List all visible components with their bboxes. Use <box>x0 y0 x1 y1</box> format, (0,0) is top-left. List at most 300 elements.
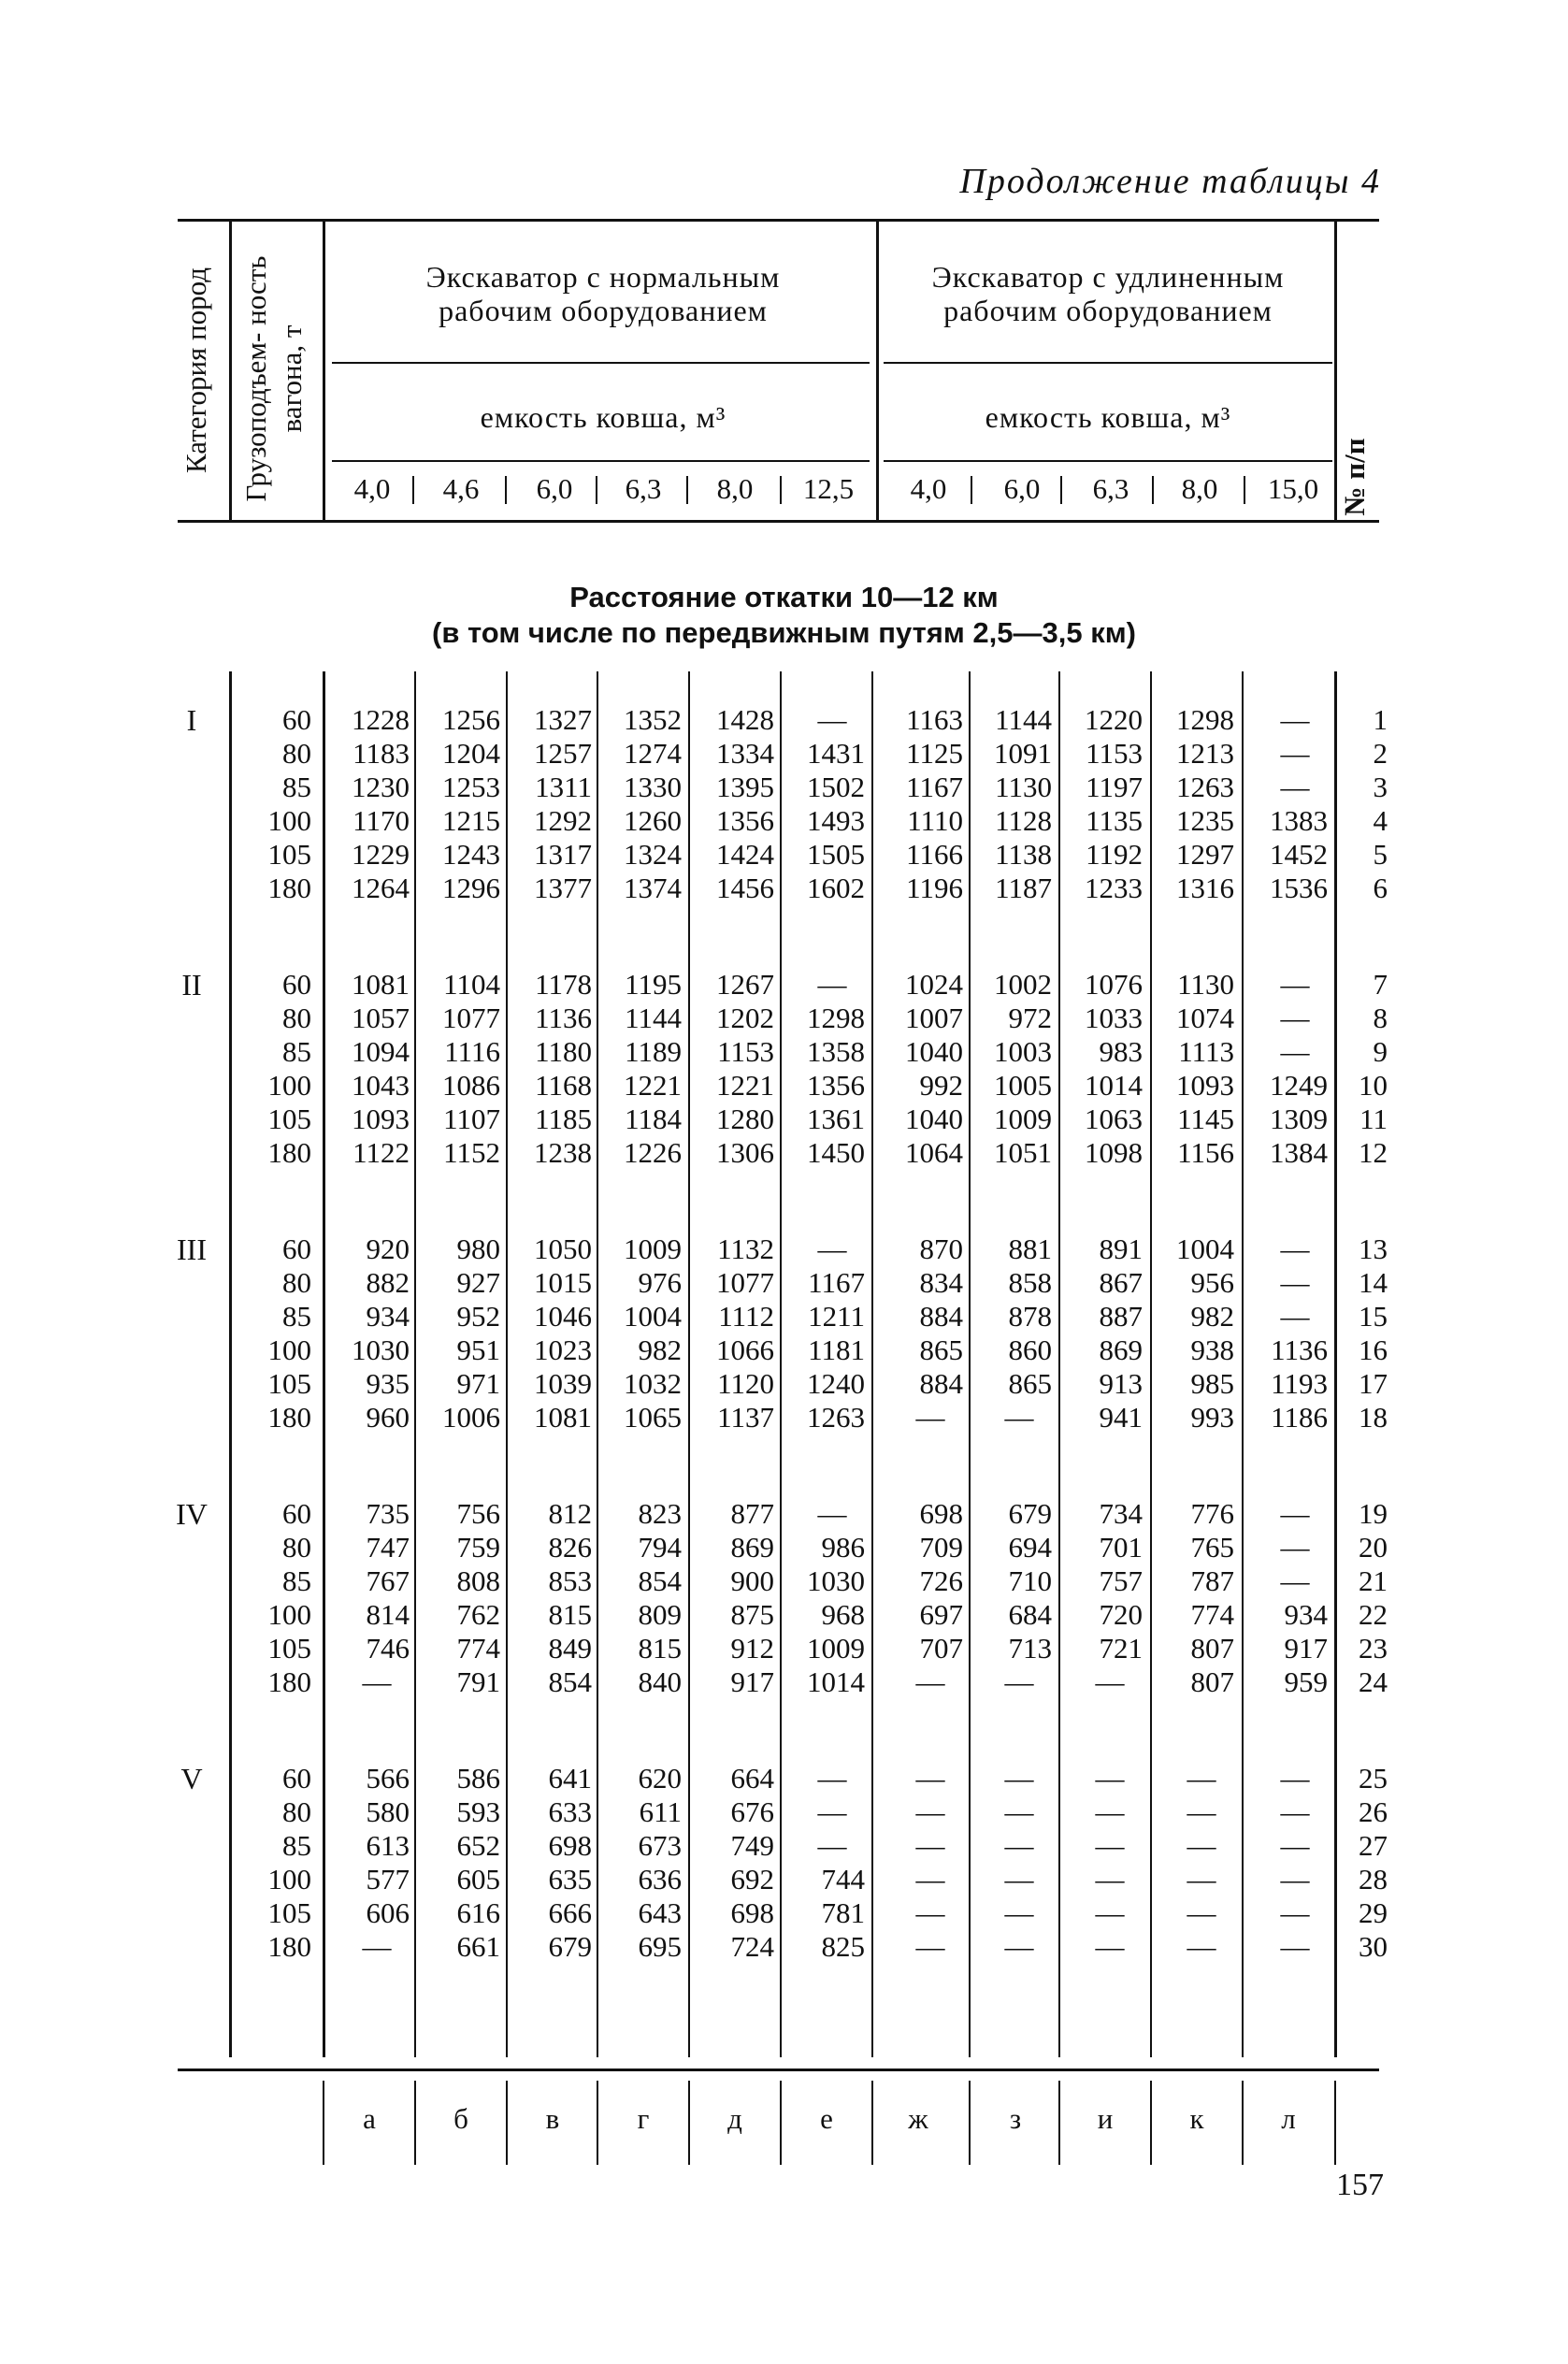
table-cell: 709 <box>919 1531 963 1564</box>
table-cell: 593 <box>456 1795 500 1828</box>
table-cell: 812 <box>548 1497 592 1530</box>
table-cell: — <box>1004 1665 1034 1698</box>
table-cell: 673 <box>638 1829 682 1862</box>
table-cell: — <box>817 1829 847 1862</box>
table-cell: 1221 <box>624 1069 682 1102</box>
table-cell: 1051 <box>994 1136 1052 1169</box>
table-cell: 1309 <box>1270 1103 1328 1135</box>
table-cell: 636 <box>638 1863 682 1896</box>
table-cell: 982 <box>1190 1300 1234 1333</box>
table-cell: 1120 <box>717 1367 774 1400</box>
table-cell: 1065 <box>624 1401 682 1434</box>
table-cell: 580 <box>366 1795 410 1828</box>
table-cell: 1456 <box>716 872 774 904</box>
row-number: 26 <box>1359 1795 1388 1828</box>
table-cell: 1196 <box>906 872 963 904</box>
table-cell: 853 <box>548 1564 592 1597</box>
table-cell: 920 <box>366 1232 410 1265</box>
table-cell: 1153 <box>717 1035 774 1068</box>
table-cell: 1298 <box>807 1002 865 1034</box>
table-cell: 826 <box>548 1531 592 1564</box>
table-cell: 1181 <box>808 1333 865 1366</box>
table-cell: 726 <box>919 1564 963 1597</box>
wagon-capacity-cell: 180 <box>267 1665 311 1698</box>
table-cell: 1178 <box>535 968 592 1001</box>
header-bucket-normal: емкость ковша, м³ <box>480 400 726 434</box>
rock-category: I <box>186 703 197 737</box>
column-letter: к <box>1189 2102 1204 2135</box>
table-cell: 1009 <box>624 1232 682 1265</box>
column-letter: д <box>727 2102 742 2135</box>
table-cell: — <box>1095 1795 1125 1828</box>
table-cell: 698 <box>919 1497 963 1530</box>
table-cell: — <box>817 1497 847 1530</box>
capacity-extended: 6,3 <box>1092 472 1129 505</box>
table-cell: 1081 <box>534 1401 592 1434</box>
row-number: 12 <box>1359 1136 1388 1169</box>
table-cell: 951 <box>456 1333 500 1366</box>
table-cell: 1130 <box>995 771 1052 803</box>
table-cell: 1144 <box>995 703 1052 736</box>
table-cell: 791 <box>456 1665 500 1698</box>
table-cell: 633 <box>548 1795 592 1828</box>
wagon-capacity-cell: 100 <box>267 1598 311 1631</box>
table-cell: 1094 <box>352 1035 410 1068</box>
table-cell: 1125 <box>906 737 963 770</box>
letter-divider <box>1058 2081 1060 2165</box>
table-cell: 643 <box>638 1896 682 1929</box>
column-letter: б <box>453 2102 468 2135</box>
header-bottom-rule <box>178 520 1379 523</box>
table-cell: 1202 <box>716 1002 774 1034</box>
row-number: 6 <box>1373 872 1388 904</box>
table-cell: 713 <box>1008 1632 1052 1665</box>
table-cell: 1107 <box>443 1103 500 1135</box>
table-cell: 697 <box>919 1598 963 1631</box>
table-cell: — <box>1004 1863 1034 1896</box>
row-number: 28 <box>1359 1863 1388 1896</box>
table-cell: 1358 <box>807 1035 865 1068</box>
row-number: 17 <box>1359 1367 1388 1400</box>
table-cell: — <box>1004 1762 1034 1795</box>
column-letter: и <box>1097 2102 1114 2135</box>
table-cell: 762 <box>456 1598 500 1631</box>
table-cell: 992 <box>919 1069 963 1102</box>
row-number: 2 <box>1373 737 1388 770</box>
table-cell: — <box>1280 1896 1310 1929</box>
table-cell: 721 <box>1099 1632 1143 1665</box>
table-cell: 882 <box>366 1266 410 1299</box>
table-cell: — <box>1095 1829 1125 1862</box>
table-cell: 1228 <box>352 703 410 736</box>
table-cell: 867 <box>1099 1266 1143 1299</box>
table-cell: 1077 <box>716 1266 774 1299</box>
table-cell: 1297 <box>1176 838 1234 871</box>
wagon-capacity-cell: 180 <box>267 872 311 904</box>
wagon-capacity-cell: 85 <box>282 1564 311 1597</box>
table-cell: 1306 <box>716 1136 774 1169</box>
table-cell: — <box>817 1762 847 1795</box>
table-cell: 695 <box>638 1930 682 1963</box>
table-cell: 1377 <box>534 872 592 904</box>
row-number: 10 <box>1359 1069 1388 1102</box>
table-cell: 815 <box>638 1632 682 1665</box>
table-cell: 1280 <box>716 1103 774 1135</box>
table-cell: 938 <box>1190 1333 1234 1366</box>
table-cell: — <box>915 1795 945 1828</box>
table-cell: — <box>362 1930 392 1963</box>
table-cell: 1136 <box>535 1002 592 1034</box>
table-cell: — <box>1280 1829 1310 1862</box>
wagon-capacity-cell: 105 <box>267 1103 311 1135</box>
table-cell: 983 <box>1099 1035 1143 1068</box>
table-cell: 641 <box>548 1762 592 1795</box>
wagon-capacity-cell: 180 <box>267 1930 311 1963</box>
table-cell: 746 <box>366 1632 410 1665</box>
table-cell: 1235 <box>1176 804 1234 837</box>
table-cell: 1189 <box>625 1035 682 1068</box>
table-cell: 698 <box>548 1829 592 1862</box>
table-cell: 1046 <box>534 1300 592 1333</box>
rock-category: IV <box>176 1497 208 1531</box>
table-cell: 1260 <box>624 804 682 837</box>
row-number: 27 <box>1359 1829 1388 1862</box>
table-cell: 710 <box>1008 1564 1052 1597</box>
wagon-capacity-cell: 105 <box>267 838 311 871</box>
table-cell: 1238 <box>534 1136 592 1169</box>
table-cell: 652 <box>456 1829 500 1862</box>
table-cell: 1005 <box>994 1069 1052 1102</box>
table-cell: 959 <box>1284 1665 1328 1698</box>
table-cell: 744 <box>821 1863 865 1896</box>
table-cell: — <box>1187 1829 1216 1862</box>
header-category-label: Категория пород <box>180 267 212 474</box>
table-cell: — <box>817 968 847 1001</box>
column-letter: в <box>545 2102 560 2135</box>
rock-category: III <box>177 1232 207 1266</box>
column-letter: л <box>1281 2102 1296 2135</box>
wagon-capacity-cell: 85 <box>282 771 311 803</box>
table-cell: — <box>1280 737 1310 770</box>
table-cell: 1030 <box>807 1564 865 1597</box>
table-cell: 1040 <box>905 1103 963 1135</box>
table-cell: 1204 <box>442 737 500 770</box>
table-cell: 613 <box>366 1829 410 1862</box>
table-cell: 1156 <box>1177 1136 1234 1169</box>
table-cell: 1428 <box>716 703 774 736</box>
header-number-label: № п/п <box>1338 438 1371 516</box>
table-cell: 891 <box>1099 1232 1143 1265</box>
table-cell: 684 <box>1008 1598 1052 1631</box>
table-cell: 1316 <box>1176 872 1234 904</box>
table-cell: 1130 <box>1177 968 1234 1001</box>
table-cell: 1057 <box>352 1002 410 1034</box>
table-cell: — <box>915 1829 945 1862</box>
table-cell: 960 <box>366 1401 410 1434</box>
table-cell: 875 <box>730 1598 774 1631</box>
capacity-normal: 4,0 <box>353 472 391 505</box>
table-cell: 616 <box>456 1896 500 1929</box>
table-cell: 1536 <box>1270 872 1328 904</box>
table-cell: 1076 <box>1085 968 1143 1001</box>
table-cell: 870 <box>919 1232 963 1265</box>
table-cell: 968 <box>821 1598 865 1631</box>
wagon-capacity-cell: 100 <box>267 1069 311 1102</box>
wagon-capacity-cell: 60 <box>282 968 311 1001</box>
table-cell: — <box>1095 1896 1125 1929</box>
table-cell: 1014 <box>807 1665 865 1698</box>
table-cell: 884 <box>919 1367 963 1400</box>
table-cell: 1113 <box>1178 1035 1234 1068</box>
table-bottom-rule <box>178 2068 1379 2071</box>
table-cell: — <box>1280 1863 1310 1896</box>
table-cell: 1167 <box>906 771 963 803</box>
table-cell: — <box>1280 1762 1310 1795</box>
table-cell: 635 <box>548 1863 592 1896</box>
table-cell: 1138 <box>995 838 1052 871</box>
column-letter: а <box>363 2102 376 2135</box>
wagon-capacity-cell: 80 <box>282 1531 311 1564</box>
table-cell: 823 <box>638 1497 682 1530</box>
table-cell: 1317 <box>534 838 592 871</box>
table-cell: 776 <box>1190 1497 1234 1530</box>
row-number: 25 <box>1359 1762 1388 1795</box>
table-cell: 887 <box>1099 1300 1143 1333</box>
capacity-normal: 6,3 <box>625 472 662 505</box>
table-cell: — <box>1280 1930 1310 1963</box>
table-cell: 1274 <box>624 737 682 770</box>
table-cell: 809 <box>638 1598 682 1631</box>
table-cell: 1602 <box>807 872 865 904</box>
table-cell: 1296 <box>442 872 500 904</box>
table-cell: 1033 <box>1085 1002 1143 1034</box>
table-cell: — <box>1004 1795 1034 1828</box>
table-cell: 1135 <box>1086 804 1143 837</box>
table-cell: — <box>1187 1930 1216 1963</box>
wagon-capacity-cell: 60 <box>282 1497 311 1530</box>
table-cell: 692 <box>730 1863 774 1896</box>
header-divider-category <box>229 221 232 520</box>
table-cell: 952 <box>456 1300 500 1333</box>
wagon-capacity-cell: 105 <box>267 1896 311 1929</box>
table-cell: 1153 <box>1086 737 1143 770</box>
table-cell: — <box>1004 1401 1034 1434</box>
table-cell: — <box>1187 1762 1216 1795</box>
column-letter: ж <box>908 2102 928 2135</box>
table-cell: 1077 <box>442 1002 500 1034</box>
row-number: 19 <box>1359 1497 1388 1530</box>
wagon-capacity-cell: 100 <box>267 1863 311 1896</box>
table-cell: — <box>1095 1863 1125 1896</box>
continuation-title: Продолжение таблицы 4 <box>959 162 1381 201</box>
table-cell: 815 <box>548 1598 592 1631</box>
table-cell: — <box>1187 1863 1216 1896</box>
header-divider-groups <box>876 221 879 520</box>
table-cell: — <box>1187 1795 1216 1828</box>
letter-divider <box>780 2081 782 2165</box>
capacity-normal: 8,0 <box>716 472 754 505</box>
table-cell: 1184 <box>625 1103 682 1135</box>
table-cell: — <box>1280 968 1310 1001</box>
table-cell: 749 <box>730 1829 774 1862</box>
wagon-capacity-cell: 105 <box>267 1367 311 1400</box>
wagon-capacity-cell: 85 <box>282 1829 311 1862</box>
header-top-rule <box>178 219 1379 222</box>
table-cell: 1023 <box>534 1333 592 1366</box>
table-cell: 1450 <box>807 1136 865 1169</box>
table-cell: 1361 <box>807 1103 865 1135</box>
table-cell: 1215 <box>442 804 500 837</box>
table-cell: 1185 <box>535 1103 592 1135</box>
table-cell: — <box>915 1401 945 1434</box>
column-letter: е <box>820 2102 833 2135</box>
table-cell: 1263 <box>807 1401 865 1434</box>
table-cell: 854 <box>548 1665 592 1698</box>
table-cell: — <box>1187 1896 1216 1929</box>
header-bucket-extended: емкость ковша, м³ <box>985 400 1231 434</box>
table-cell: 1152 <box>443 1136 500 1169</box>
table-cell: 1091 <box>994 737 1052 770</box>
table-cell: 767 <box>366 1564 410 1597</box>
wagon-capacity-cell: 100 <box>267 1333 311 1366</box>
table-cell: 664 <box>730 1762 774 1795</box>
table-cell: 1032 <box>624 1367 682 1400</box>
letter-divider <box>969 2081 971 2165</box>
table-cell: 781 <box>821 1896 865 1929</box>
table-cell: 1180 <box>535 1035 592 1068</box>
table-cell: 1112 <box>718 1300 774 1333</box>
table-cell: 1183 <box>352 737 410 770</box>
row-number: 30 <box>1359 1930 1388 1963</box>
header-normal-group: Экскаватор с нормальным рабочим оборудованием <box>425 260 781 327</box>
table-cell: 1424 <box>716 838 774 871</box>
table-cell: — <box>1095 1930 1125 1963</box>
table-cell: 1193 <box>1271 1367 1328 1400</box>
table-cell: 913 <box>1099 1367 1143 1400</box>
table-cell: 840 <box>638 1665 682 1698</box>
table-cell: — <box>817 703 847 736</box>
table-cell: 1505 <box>807 838 865 871</box>
table-cell: 1502 <box>807 771 865 803</box>
header-rule-capacity-normal <box>332 460 870 462</box>
page-number: 157 <box>1336 2168 1384 2202</box>
table-cell: 834 <box>919 1266 963 1299</box>
table-cell: 865 <box>919 1333 963 1366</box>
row-number: 8 <box>1373 1002 1388 1034</box>
table-cell: 878 <box>1008 1300 1052 1333</box>
table-cell: 917 <box>730 1665 774 1698</box>
table-cell: 794 <box>638 1531 682 1564</box>
table-cell: 747 <box>366 1531 410 1564</box>
capacity-extended: 15,0 <box>1267 472 1319 505</box>
header-extended-group: Экскаватор с удлиненным рабочим оборудованием <box>931 260 1285 327</box>
table-cell: 620 <box>638 1762 682 1795</box>
table-cell: 1081 <box>352 968 410 1001</box>
table-cell: 1167 <box>808 1266 865 1299</box>
table-cell: 808 <box>456 1564 500 1597</box>
row-number: 29 <box>1359 1896 1388 1929</box>
table-cell: 1264 <box>352 872 410 904</box>
table-cell: 566 <box>366 1762 410 1795</box>
table-cell: — <box>915 1762 945 1795</box>
table-cell: 1104 <box>443 968 500 1001</box>
table-cell: 869 <box>1099 1333 1143 1366</box>
table-cell: 1030 <box>352 1333 410 1366</box>
table-cell: 586 <box>456 1762 500 1795</box>
table-cell: 1110 <box>907 804 963 837</box>
letter-divider <box>1150 2081 1152 2165</box>
table-cell: 1050 <box>534 1232 592 1265</box>
row-number: 5 <box>1373 838 1388 871</box>
table-cell: 869 <box>730 1531 774 1564</box>
row-number: 3 <box>1373 771 1388 803</box>
table-cell: 1004 <box>1176 1232 1234 1265</box>
table-cell: 1009 <box>807 1632 865 1665</box>
table-cell: — <box>1280 1300 1310 1333</box>
column-divider <box>229 671 232 2057</box>
wagon-capacity-cell: 85 <box>282 1300 311 1333</box>
table-cell: 865 <box>1008 1367 1052 1400</box>
table-cell: 858 <box>1008 1266 1052 1299</box>
table-cell: 1009 <box>994 1103 1052 1135</box>
table-cell: 854 <box>638 1564 682 1597</box>
table-cell: — <box>1004 1896 1034 1929</box>
table-cell: 1136 <box>1271 1333 1328 1366</box>
table-cell: 941 <box>1099 1401 1143 1434</box>
table-cell: — <box>1095 1762 1125 1795</box>
letter-divider <box>323 2081 324 2165</box>
table-cell: 720 <box>1099 1598 1143 1631</box>
table-cell: — <box>915 1863 945 1896</box>
table-cell: 1356 <box>807 1069 865 1102</box>
table-cell: 1093 <box>1176 1069 1234 1102</box>
table-cell: 1093 <box>352 1103 410 1135</box>
table-cell: 679 <box>1008 1497 1052 1530</box>
table-cell: 881 <box>1008 1232 1052 1265</box>
wagon-capacity-cell: 80 <box>282 737 311 770</box>
table-cell: — <box>362 1665 392 1698</box>
table-cell: 807 <box>1190 1632 1234 1665</box>
table-cell: 1116 <box>444 1035 500 1068</box>
table-cell: 1240 <box>807 1367 865 1400</box>
table-cell: 956 <box>1190 1266 1234 1299</box>
row-number: 20 <box>1359 1531 1388 1564</box>
table-cell: — <box>1280 1531 1310 1564</box>
table-cell: 1334 <box>716 737 774 770</box>
column-letter: з <box>1009 2102 1022 2135</box>
table-cell: 982 <box>638 1333 682 1366</box>
table-cell: 774 <box>456 1632 500 1665</box>
table-cell: 1004 <box>624 1300 682 1333</box>
wagon-capacity-cell: 180 <box>267 1136 311 1169</box>
table-cell: 611 <box>639 1795 682 1828</box>
table-cell: 1003 <box>994 1035 1052 1068</box>
table-cell: 1352 <box>624 703 682 736</box>
wagon-capacity-cell: 100 <box>267 804 311 837</box>
table-cell: 1226 <box>624 1136 682 1169</box>
table-cell: 1064 <box>905 1136 963 1169</box>
wagon-capacity-cell: 180 <box>267 1401 311 1434</box>
table-cell: 724 <box>730 1930 774 1963</box>
table-cell: 993 <box>1190 1401 1234 1434</box>
table-cell: 787 <box>1190 1564 1234 1597</box>
table-cell: 1063 <box>1085 1103 1143 1135</box>
table-cell: 606 <box>366 1896 410 1929</box>
table-cell: 1356 <box>716 804 774 837</box>
table-cell: — <box>1280 1035 1310 1068</box>
wagon-capacity-cell: 80 <box>282 1266 311 1299</box>
table-cell: 1384 <box>1270 1136 1328 1169</box>
